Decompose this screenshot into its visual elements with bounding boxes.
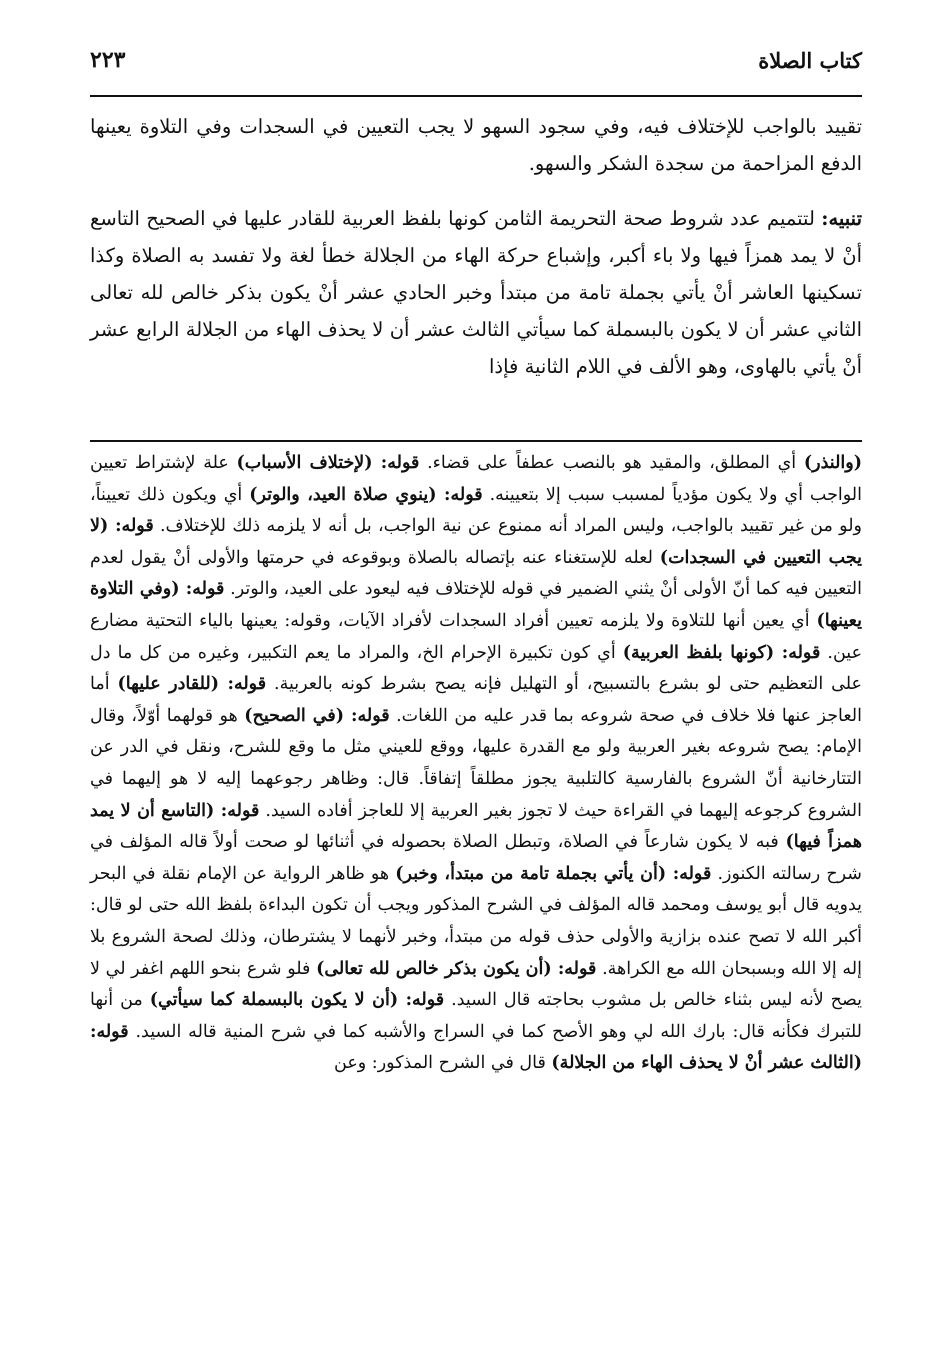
commentary-run: أما العاجز عنها فلا خلاف في صحة شروعه بما قدر عليه من اللغات. xyxy=(90,674,862,726)
commentary-run: قال في الشرح المذكور: وعن xyxy=(334,1053,552,1074)
commentary-run: أي ويكون ذلك تعييناً، ولو من غير تقييد بالواجب، وليس المراد أنه ممنوع عن نية الواجب، بل أنه لا يلزمه ذلك للإختلاف. xyxy=(90,484,863,537)
quoted-phrase: قوله: (أن يكون بذكر خالص لله تعالى) xyxy=(316,958,597,979)
note-body: لتتميم عدد شروط صحة التحريمة الثامن كونها بلفظ العربية للقادر عليها في الصحيح التاسع أنْ لا يمد همزاً فيها ولا باء أكبر، وإشباع حركة الهاء من الجلالة خطأ لغة ولا تفسد به الصلاة وكذا تسكينها العاشر أنْ يأتي بجملة تامة من مبتدأ وخبر الحادي عشر أنْ يكون بذكر خالص لله تعالى الثاني عشر أن لا يكون بالبسملة كما سيأتي الثالث عشر أن لا يحذف الهاء من الجلالة الرابع عشر أنْ يأتي بالهاوى، وهو الألف في اللام الثانية فإذا xyxy=(90,207,862,378)
commentary-run: هو ظاهر الرواية عن الإمام نقلة في البحر يدويه قال أبو يوسف ومحمد قاله المؤلف في الشرح المذكور ويجب أن تكون البداءة بلفظ الله حتى لو قال: أكبر الله لا تصح عنده بزازية والأولى حذف قوله من مبتدأ، وخبر لأنهما لا يشترطان، وذلك لصحة الشروع بلا إله إلا الله وبسبحان الله مع الكراهة. xyxy=(90,863,863,979)
commentary-run: علة لإشتراط تعيين الواجب أي ولا يكون مؤدياً لمسبب سبب إلا بتعيينه. xyxy=(90,453,862,505)
commentary-text xyxy=(90,448,862,1080)
footnote-divider xyxy=(90,440,862,442)
commentary-run: لعله للإستغناء عنه بإتصاله بالصلاة وبوقوعه في حرمتها والأولى أنْ يقول لعدم التعيين فيه كما أنّ الأولى أنْ يثني الضمير في قوله للإختلاف فيه ليعود على العيد، والوتر. xyxy=(90,547,862,600)
commentary-run: أي يعين أنها للتلاوة ولا يلزمه تعيين أفراد السجدات لأفراد الآيات، وقوله: يعينها بالياء التحتية مضارع عين. xyxy=(90,610,863,663)
main-paragraph: تقييد بالواجب للإختلاف فيه، وفي سجود السهو لا يجب التعيين في السجدات وفي التلاوة يعينها الدفع المزاحمة من سجدة الشكر والسهو. xyxy=(90,115,862,175)
commentary-run: هو قولهما أوّلاً، وقال الإمام: يصح شروعه بغير العربية ولو مع القدرة عليها، ووقع للعيني مثل ما وقع للشرح، ونقل في الدر عن التتارخانية أنّ الشروع بالفارسية كالتلبية يجوز مطلقاً إتفاقاً. قال: وظاهر رجوعهما إليه لا هو إليهما في الشروع كرجوعه إليهما في القراءة حيث لا تجوز بغير العربية إلا للعاجز أفاده السيد. xyxy=(90,705,862,821)
commentary-run: من أنها للتبرك فكأنه قال: بارك الله لي وهو الأصح كما في السراج والأشبه كما في شرح المنية قاله السيد. xyxy=(90,990,862,1042)
quoted-phrase: قوله: (الثالث عشر أنْ لا يحذف الهاء من الجلالة) xyxy=(90,1021,862,1074)
quoted-phrase: قوله: (لإختلاف الأسباب) xyxy=(236,453,420,473)
book-title: كتاب الصلاة xyxy=(758,47,862,73)
quoted-phrase: قوله: (أن يأتي بجملة تامة من مبتدأ، وخبر) xyxy=(395,863,712,884)
quoted-phrase: قوله: (في الصحيح) xyxy=(244,705,390,726)
quoted-phrase: قوله: (للقادر عليها) xyxy=(117,674,267,695)
page-number: ٢٢٣ xyxy=(90,47,126,73)
quoted-phrase: قوله: (لا يجب التعيين في السجدات) xyxy=(90,516,862,568)
main-paragraph-note xyxy=(90,200,862,385)
book-page xyxy=(90,40,862,1330)
quoted-phrase: قوله: (التاسع أن لا يمد همزاً فيها) xyxy=(90,800,863,853)
quoted-phrase: قوله: (ينوي صلاة العيد، والوتر) xyxy=(249,484,483,505)
note-label: تنبيه: xyxy=(821,207,862,230)
page-header xyxy=(90,40,862,80)
quoted-phrase: قوله: (أن لا يكون بالبسملة كما سيأتي) xyxy=(149,990,445,1011)
main-text xyxy=(90,108,862,385)
commentary-run: فلو شرع بنحو اللهم اغفر لي لا يصح لأنه ليس بثناء خالص بل مشوب بحاجته قال السيد. xyxy=(90,958,862,1011)
header-divider xyxy=(90,95,862,97)
quoted-phrase: قوله: (كونها بلفظ العربية) xyxy=(622,642,821,663)
commentary-run: أي المطلق، والمقيد هو بالنصب عطفاً على قضاء. xyxy=(419,453,804,473)
commentary-run: فبه لا يكون شارعاً في الصلاة، وتبطل الصلاة بحصوله في أثنائها لو صحت أولاً قاله المؤلف في شرح رسالته الكنوز. xyxy=(90,832,862,884)
commentary-run: أي كون تكبيرة الإحرام الخ، والمراد ما يعم التكبير، وغيره من كل ما دل على التعظيم حتى لو بشرع بالتسبيح، أو التهليل فإنه يصح بشرط كونه بالعربية. xyxy=(90,642,862,695)
quoted-phrase: (والنذر) xyxy=(803,453,862,473)
quoted-phrase: قوله: (وفي التلاوة يعينها) xyxy=(90,579,862,631)
commentary-paragraph xyxy=(90,448,862,1080)
